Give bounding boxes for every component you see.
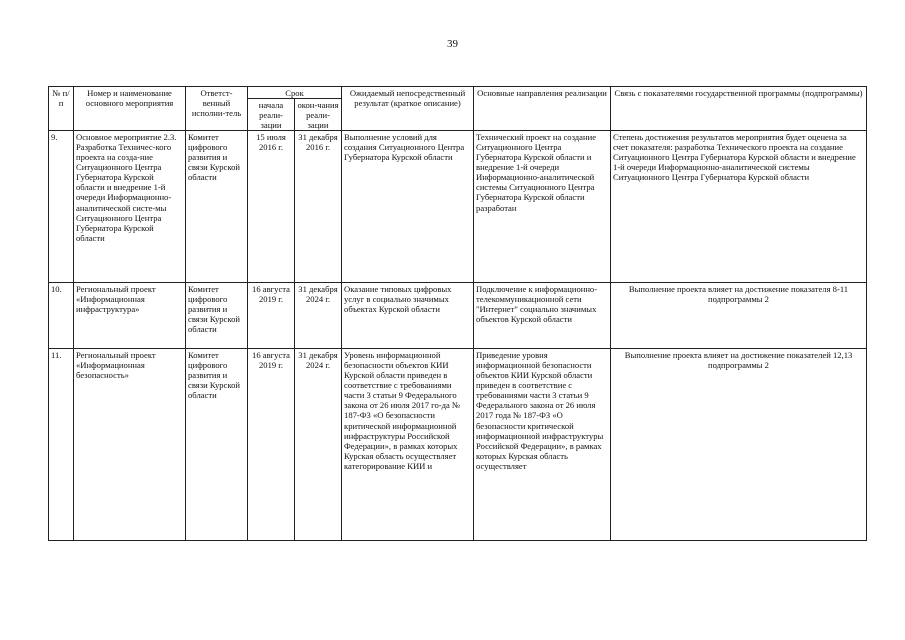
cell-link: Выполнение проекта влияет на достижение показателя 8-11 подпрограммы 2 [611,283,867,349]
cell-end: 31 декабря 2024 г. [295,349,342,541]
activities-table [48,86,867,541]
table-row [49,349,867,541]
cell-expected: Выполнение условий для создания Ситуационного Центра Губернатора Курской области [342,131,474,283]
cell-responsible: Комитет цифрового развития и связи Курской области [186,131,248,283]
cell-end: 31 декабря 2024 г. [295,283,342,349]
page-number: 39 [447,38,458,50]
header-num: № п/п [49,87,74,131]
cell-name: Основное мероприятие 2.3. Разработка Техничес-кого проекта на созда-ние Ситуационного Центра Губернатора Курской области и внедрение 1-й очереди Информационно-аналитической систе-мы Ситуационного Центра Губернатора Курской области [74,131,186,283]
header-term: Срок [248,87,342,99]
cell-num: 10. [49,283,74,349]
header-row [49,87,867,99]
cell-directions: Приведение уровня информационной безопасности объектов КИИ Курской области приведен в соответствие с требованиями части 3 статьи 9 Федерального закона от 26 июля 2017 года № 187-ФЗ «О безопасности критической информационной инфраструктуры Российской Федерации», в рамках которых Курская область осуществляет [474,349,611,541]
header-expected: Ожидаемый непосредственный результат (краткое описание) [342,87,474,131]
cell-num: 9. [49,131,74,283]
cell-directions: Технический проект на создание Ситуационного Центра Губернатора Курской области и внедрение 1-й очереди Информационно-аналитической системы Ситуационного Центра Губернатора Курской области разработан [474,131,611,283]
cell-name: Региональный проект «Информационная инфраструктура» [74,283,186,349]
cell-num: 11. [49,349,74,541]
cell-responsible: Комитет цифрового развития и связи Курской области [186,283,248,349]
header-directions: Основные направления реализации [474,87,611,131]
cell-name: Региональный проект «Информационная безопасность» [74,349,186,541]
header-term-end: окон-чания реали-зации [295,99,342,131]
cell-start: 16 августа 2019 г. [248,349,295,541]
cell-start: 16 августа 2019 г. [248,283,295,349]
cell-responsible: Комитет цифрового развития и связи Курской области [186,349,248,541]
cell-expected: Уровень информационной безопасности объектов КИИ Курской области приведен в соответствие с требованиями части 3 статьи 9 Федерального закона от 26 июля 2017 го-да № 187-ФЗ «О безопасности критической информационной инфраструктуры Российской Федерации», в рамках которых Курская область осуществляет категорирование КИИ и [342,349,474,541]
cell-start: 15 июля 2016 г. [248,131,295,283]
header-link: Связь с показателями государственной программы (подпрограммы) [611,87,867,131]
cell-expected: Оказание типовых цифровых услуг в социально значимых объектах Курской области [342,283,474,349]
header-term-start: начала реали-зации [248,99,295,131]
cell-directions: Подключение к информационно-телекоммуникационной сети "Интернет" социально значимых объектов Курской области [474,283,611,349]
table-row [49,283,867,349]
header-name: Номер и наименование основного мероприятия [74,87,186,131]
cell-link: Выполнение проекта влияет на достижение показателей 12,13 подпрограммы 2 [611,349,867,541]
cell-end: 31 декабря 2016 г. [295,131,342,283]
table-row [49,131,867,283]
cell-link: Степень достижения результатов мероприятия будет оценена за счет показателя: разработка Технического проекта на создание Ситуационного Центра Губернатора Курской области и внедрение 1-й очереди Информационно-аналитической системы Ситуационного Центра Губернатора Курской области [611,131,867,283]
header-responsible: Ответст-венный исполни-тель [186,87,248,131]
